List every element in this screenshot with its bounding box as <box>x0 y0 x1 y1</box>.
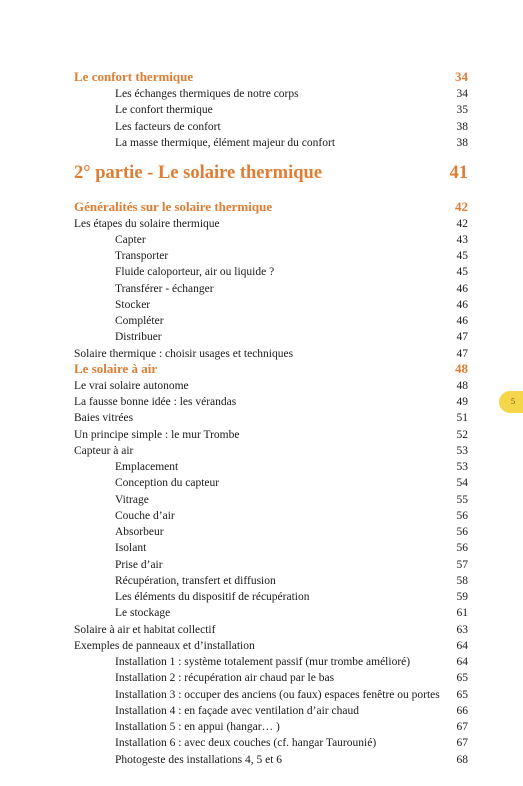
toc-entry <box>74 410 468 426</box>
toc-entry <box>74 135 468 151</box>
toc-entry-page: 45 <box>456 250 468 262</box>
toc-entry-title: Installation 6 : avec deux couches (cf. hangar Taurounié) <box>115 737 377 749</box>
toc-entry <box>74 102 468 118</box>
toc-section-heading <box>74 361 468 377</box>
toc-entry-page: 54 <box>456 477 468 489</box>
toc-entry <box>74 232 468 248</box>
toc-entry-title: Fluide caloporteur, air ou liquide ? <box>115 266 275 278</box>
toc-entry-page: 38 <box>456 121 468 133</box>
toc-entry-page: 56 <box>456 542 468 554</box>
toc-entry-page: 56 <box>456 510 468 522</box>
toc-entry <box>74 687 468 703</box>
toc-entry <box>74 264 468 280</box>
toc-entry-page: 51 <box>456 412 468 424</box>
toc-entry-page: 42 <box>455 199 468 214</box>
toc-entry-page: 48 <box>456 380 468 392</box>
toc-entry <box>74 719 468 735</box>
toc-entry-page: 42 <box>456 218 468 230</box>
toc-entry-title: Installation 3 : occuper des anciens (ou faux) espaces fenêtre ou portes <box>115 689 440 701</box>
toc-entry-page: 53 <box>456 445 468 457</box>
toc-entry-page: 43 <box>456 234 468 246</box>
toc-entry-page: 46 <box>456 299 468 311</box>
toc-entry <box>74 378 468 394</box>
page-tab-marker <box>499 391 523 413</box>
toc-entry-page: 46 <box>456 315 468 327</box>
toc-entry-title: Installation 5 : en appui (hangar… ) <box>115 721 280 733</box>
toc-entry-title: Distribuer <box>115 331 162 343</box>
toc-entry-title: Capteur à air <box>74 445 134 457</box>
toc-entry-title: Compléter <box>115 315 164 327</box>
toc-entry-title: Isolant <box>115 542 147 554</box>
toc-entry-page: 47 <box>456 348 468 360</box>
toc-entry <box>74 492 468 508</box>
toc-entry-page: 47 <box>456 331 468 343</box>
toc-entry <box>74 281 468 297</box>
page-tab-label: 5 <box>511 397 515 406</box>
toc-entry-title: Prise d’air <box>115 559 163 571</box>
toc-entry <box>74 475 468 491</box>
toc-entry <box>74 524 468 540</box>
toc-entry <box>74 670 468 686</box>
toc-entry-title: Absorbeur <box>115 526 164 538</box>
toc-entry <box>74 508 468 524</box>
toc-entry-page: 65 <box>456 672 468 684</box>
toc-entry-title: Installation 2 : récupération air chaud par le bas <box>115 672 335 684</box>
toc-entry-title: Les facteurs de confort <box>115 121 221 133</box>
toc-entry <box>74 557 468 573</box>
toc-entry-page: 56 <box>456 526 468 538</box>
toc-entry-page: 38 <box>456 137 468 149</box>
toc-entry <box>74 622 468 638</box>
toc-entry-title: Le solaire à air <box>74 361 158 376</box>
toc-entry-page: 67 <box>456 737 468 749</box>
toc-entry-title: Photogeste des installations 4, 5 et 6 <box>115 754 283 766</box>
toc-entry-title: Couche d’air <box>115 510 175 522</box>
toc-entry <box>74 459 468 475</box>
toc-entry-title: Généralités sur le solaire thermique <box>74 199 273 214</box>
toc-entry-page: 55 <box>456 494 468 506</box>
toc-entry-title: Vitrage <box>115 494 149 506</box>
toc-entry-title: Capter <box>115 234 146 246</box>
toc-entry-page: 48 <box>455 361 468 376</box>
toc-entry-title: Transporter <box>115 250 169 262</box>
toc-entry <box>74 540 468 556</box>
toc-entry-page: 57 <box>456 559 468 571</box>
toc-entry-page: 41 <box>449 163 468 183</box>
toc-section-heading <box>74 69 468 85</box>
toc-entry <box>74 654 468 670</box>
toc-entry-title: 2° partie - Le solaire thermique <box>74 163 323 183</box>
toc-entry-page: 34 <box>455 69 468 84</box>
toc-entry-title: Le stockage <box>115 607 171 619</box>
toc-entry-title: Récupération, transfert et diffusion <box>115 575 276 587</box>
toc-entry-title: Conception du capteur <box>115 477 220 489</box>
toc-entry-page: 61 <box>456 607 468 619</box>
toc-entry <box>74 248 468 264</box>
toc-entry-page: 67 <box>456 721 468 733</box>
toc-entry-page: 59 <box>456 591 468 603</box>
toc-entry-page: 52 <box>456 429 468 441</box>
toc-entry-title: Solaire thermique : choisir usages et techniques <box>74 348 294 360</box>
toc-entry-title: Exemples de panneaux et d’installation <box>74 640 255 652</box>
toc-entry-page: 45 <box>456 266 468 278</box>
toc-entry-title: Le confort thermique <box>115 104 213 116</box>
toc-entry <box>74 346 468 362</box>
toc-entry-title: Emplacement <box>115 461 179 473</box>
toc-entry-title: Les étapes du solaire thermique <box>74 218 220 230</box>
toc-entry-page: 53 <box>456 461 468 473</box>
toc-part-heading <box>74 161 468 185</box>
toc-entry <box>74 605 468 621</box>
toc-section-heading <box>74 199 468 215</box>
toc-entry-page: 64 <box>456 656 468 668</box>
toc-entry <box>74 329 468 345</box>
toc-entry-page: 65 <box>456 689 468 701</box>
toc-entry <box>74 443 468 459</box>
toc-entry-title: Transférer - échanger <box>115 283 214 295</box>
toc-entry-title: Baies vitrées <box>74 412 134 424</box>
toc-entry <box>74 752 468 768</box>
toc-entry-title: Solaire à air et habitat collectif <box>74 624 216 636</box>
toc-entry <box>74 86 468 102</box>
toc-entry-page: 46 <box>456 283 468 295</box>
toc-entry <box>74 119 468 135</box>
toc-entry <box>74 216 468 232</box>
toc-entry-page: 34 <box>456 88 468 100</box>
toc-entry-title: Le vrai solaire autonome <box>74 380 189 392</box>
toc-entry-page: 64 <box>456 640 468 652</box>
toc-entry <box>74 638 468 654</box>
toc-entry <box>74 427 468 443</box>
toc-entry-title: Le confort thermique <box>74 69 194 84</box>
toc-entry <box>74 589 468 605</box>
toc-entry-title: La masse thermique, élément majeur du confort <box>115 137 336 149</box>
toc-entry <box>74 573 468 589</box>
toc-entry-page: 66 <box>456 705 468 717</box>
toc-entry-title: La fausse bonne idée : les vérandas <box>74 396 237 408</box>
toc-entry <box>74 297 468 313</box>
toc-entry <box>74 313 468 329</box>
toc-entry-page: 68 <box>456 754 468 766</box>
toc-entry-title: Un principe simple : le mur Trombe <box>74 429 240 441</box>
toc-entry-page: 35 <box>456 104 468 116</box>
toc-entry <box>74 703 468 719</box>
toc-entry-title: Les échanges thermiques de notre corps <box>115 88 299 100</box>
toc-entry-page: 58 <box>456 575 468 587</box>
toc-entry-title: Les éléments du dispositif de récupération <box>115 591 310 603</box>
toc-entry-title: Stocker <box>115 299 151 311</box>
toc-entry <box>74 394 468 410</box>
toc-entry-title: Installation 4 : en façade avec ventilation d’air chaud <box>115 705 359 717</box>
toc-entry <box>74 735 468 751</box>
toc-entry-page: 49 <box>456 396 468 408</box>
toc-entry-title: Installation 1 : système totalement passif (mur trombe amélioré) <box>115 656 411 668</box>
toc-entry-page: 63 <box>456 624 468 636</box>
